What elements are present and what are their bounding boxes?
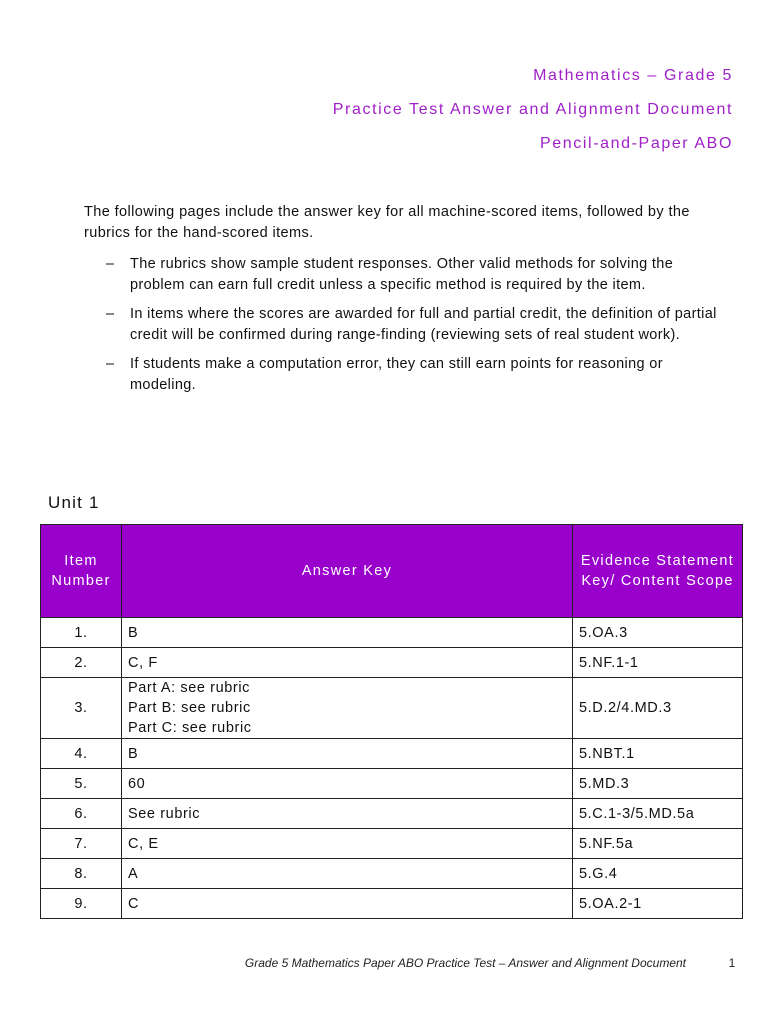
evidence-cell: 5.NF.1-1 bbox=[573, 648, 743, 678]
answer-line: Part C: see rubric bbox=[128, 720, 252, 736]
answer-key-table bbox=[40, 524, 743, 919]
answer-cell: C, E bbox=[122, 829, 573, 859]
answer-cell: B bbox=[122, 618, 573, 648]
answer-line: Part B: see rubric bbox=[128, 700, 251, 716]
note-text: The rubrics show sample student responses. Other valid methods for solving the problem can earn full credit unless a specific method is required by the item. bbox=[130, 256, 674, 293]
item-number-cell: 7. bbox=[41, 829, 122, 859]
page-footer: Grade 5 Mathematics Paper ABO Practice Test – Answer and Alignment Document bbox=[244, 956, 686, 970]
evidence-cell: 5.OA.3 bbox=[573, 618, 743, 648]
table-row bbox=[41, 799, 743, 829]
header-item-number: Item Number bbox=[41, 525, 122, 618]
note-item bbox=[106, 254, 726, 295]
table-row bbox=[41, 678, 743, 739]
item-number-cell: 5. bbox=[41, 769, 122, 799]
table-row bbox=[41, 739, 743, 769]
evidence-cell: 5.C.1-3/5.MD.5a bbox=[573, 799, 743, 829]
evidence-cell: 5.OA.2-1 bbox=[573, 889, 743, 919]
bullet-dash: – bbox=[106, 306, 115, 322]
evidence-cell: 5.D.2/4.MD.3 bbox=[573, 678, 743, 739]
item-number-cell: 1. bbox=[41, 618, 122, 648]
item-number-cell: 8. bbox=[41, 859, 122, 889]
item-number-cell: 3. bbox=[41, 678, 122, 739]
table-row bbox=[41, 829, 743, 859]
answer-cell: C bbox=[122, 889, 573, 919]
answer-line: Part A: see rubric bbox=[128, 680, 251, 696]
page-number: 1 bbox=[728, 956, 736, 970]
document-subject-title: Mathematics – Grade 5 bbox=[533, 67, 733, 84]
note-item bbox=[106, 354, 726, 395]
answer-cell: B bbox=[122, 739, 573, 769]
document-title: Practice Test Answer and Alignment Document bbox=[332, 101, 733, 118]
header-evidence-statement: Evidence Statement Key/ Content Scope bbox=[573, 525, 743, 618]
evidence-cell: 5.MD.3 bbox=[573, 769, 743, 799]
evidence-cell: 5.NF.5a bbox=[573, 829, 743, 859]
evidence-cell: 5.NBT.1 bbox=[573, 739, 743, 769]
table-row bbox=[41, 889, 743, 919]
document-format: Pencil-and-Paper ABO bbox=[540, 135, 733, 152]
table-row bbox=[41, 618, 743, 648]
answer-cell bbox=[122, 678, 573, 739]
document-header bbox=[333, 62, 733, 164]
item-number-cell: 2. bbox=[41, 648, 122, 678]
table-row bbox=[41, 859, 743, 889]
answer-cell: A bbox=[122, 859, 573, 889]
note-item bbox=[106, 304, 726, 345]
item-number-cell: 9. bbox=[41, 889, 122, 919]
item-number-cell: 4. bbox=[41, 739, 122, 769]
item-number-cell: 6. bbox=[41, 799, 122, 829]
table-row bbox=[41, 769, 743, 799]
bullet-dash: – bbox=[106, 356, 115, 372]
answer-cell: 60 bbox=[122, 769, 573, 799]
table-row bbox=[41, 648, 743, 678]
answer-cell: C, F bbox=[122, 648, 573, 678]
note-text: If students make a computation error, they can still earn points for reasoning or modeling. bbox=[130, 356, 663, 393]
intro-paragraph: The following pages include the answer key for all machine-scored items, followed by the rubrics for the hand-scored items. bbox=[84, 204, 690, 241]
table-header-row bbox=[41, 525, 743, 618]
unit-title: Unit 1 bbox=[48, 493, 100, 512]
notes-list bbox=[106, 254, 726, 404]
evidence-cell: 5.G.4 bbox=[573, 859, 743, 889]
answer-cell: See rubric bbox=[122, 799, 573, 829]
note-text: In items where the scores are awarded for full and partial credit, the definition of partial credit will be confirmed during range-finding (reviewing sets of real student work). bbox=[130, 306, 717, 343]
bullet-dash: – bbox=[106, 256, 115, 272]
header-answer-key: Answer Key bbox=[122, 525, 573, 618]
